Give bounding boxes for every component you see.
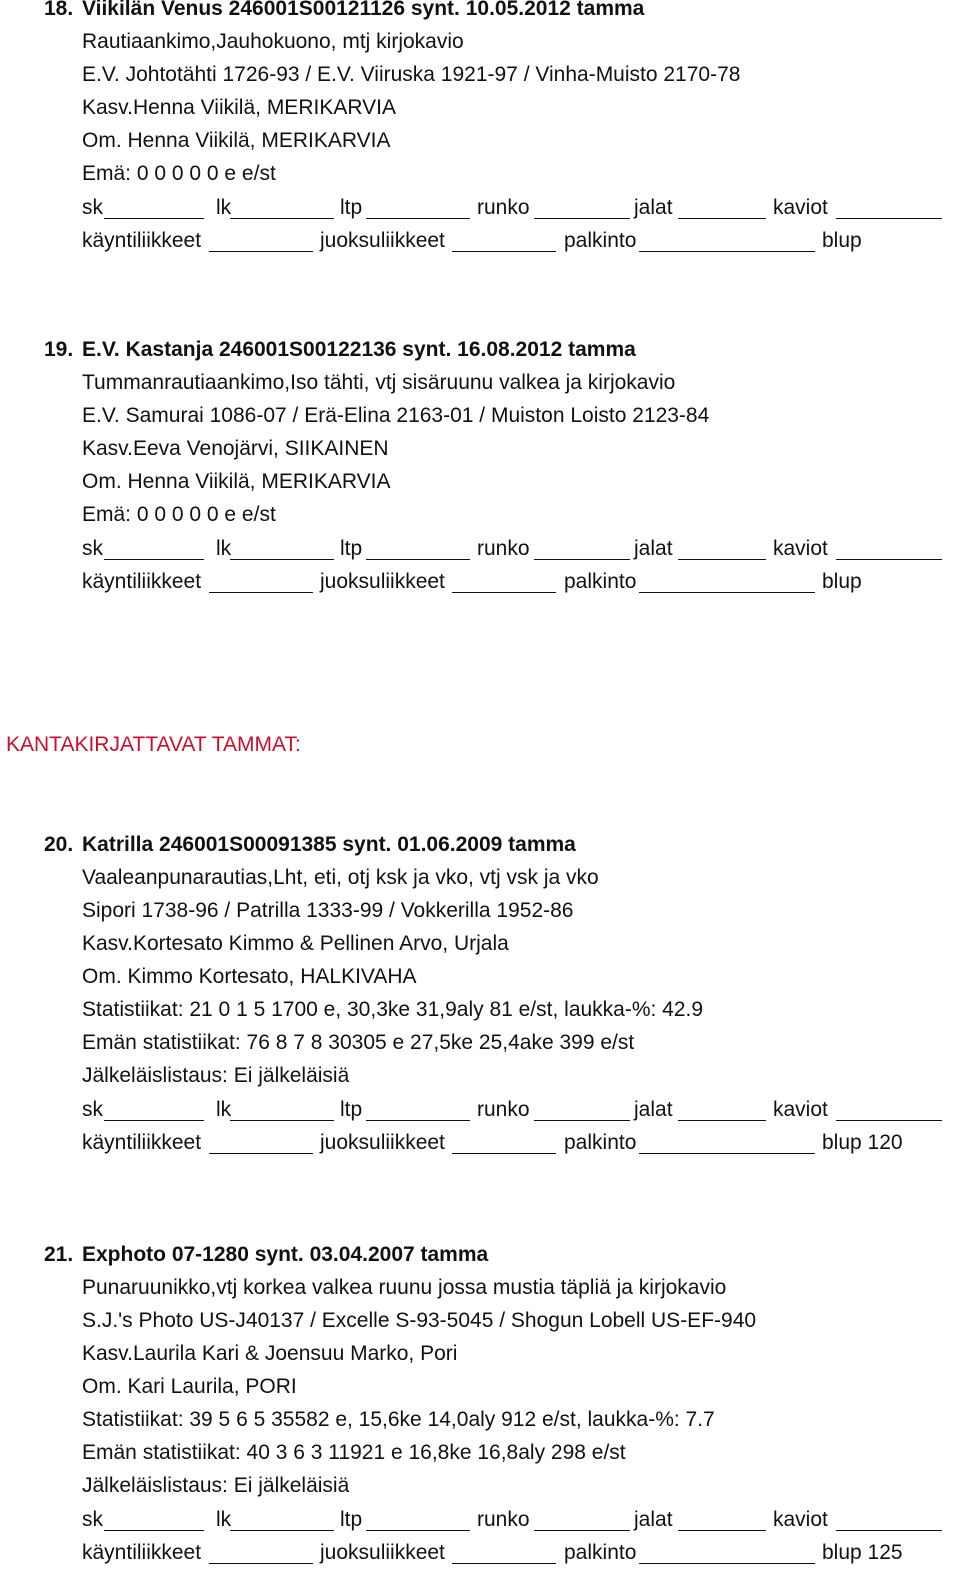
- field-juoksuliikkeet: juoksuliikkeet: [320, 570, 445, 593]
- entry-color: Vaaleanpunarautias,Lht, eti, otj ksk ja vko, vtj vsk ja vko: [82, 866, 599, 889]
- field-ltp-blank[interactable]: [366, 1120, 470, 1121]
- field-ltp-blank[interactable]: [366, 559, 470, 560]
- entry-color: Punaruunikko,vtj korkea valkea ruunu jossa mustia täpliä ja kirjokavio: [82, 1276, 727, 1299]
- field-jalat: jalat: [634, 1508, 673, 1531]
- field-palkinto-blank[interactable]: [639, 592, 815, 593]
- field-sk: sk: [82, 1508, 103, 1531]
- field-kaviot-blank[interactable]: [836, 218, 942, 219]
- field-kayntiliikkeet: käyntiliikkeet: [82, 1541, 202, 1564]
- score-row-1: [82, 1093, 950, 1126]
- section-heading: KANTAKIRJATTAVAT TAMMAT:: [6, 733, 301, 756]
- field-jalat: jalat: [634, 1098, 673, 1121]
- field-jalat-blank[interactable]: [678, 559, 766, 560]
- field-kayntiliikkeet: käyntiliikkeet: [82, 229, 202, 252]
- field-juoksuliikkeet: juoksuliikkeet: [320, 1131, 445, 1154]
- entry-breeder: Kasv.Kortesato Kimmo & Pellinen Arvo, Urjala: [82, 932, 509, 955]
- entry-offspring-list: Jälkeläislistaus: Ei jälkeläisiä: [82, 1064, 350, 1087]
- field-juoksuliikkeet-blank[interactable]: [452, 1563, 556, 1564]
- entry-color: Tummanrautiaankimo,Iso tähti, vtj sisäruunu valkea ja kirjokavio: [82, 371, 676, 394]
- field-kaviot-blank[interactable]: [836, 1120, 942, 1121]
- entry-title: Exphoto 07-1280 synt. 03.04.2007 tamma: [82, 1243, 489, 1266]
- entry-statistics: Statistiikat: 39 5 6 5 35582 e, 15,6ke 14,0aly 912 e/st, laukka-%: 7.7: [82, 1408, 715, 1431]
- field-kaviot: kaviot: [773, 1508, 828, 1531]
- field-lk: lk: [216, 196, 232, 219]
- entry-dam-statistics: Emän statistiikat: 40 3 6 3 11921 e 16,8ke 16,8aly 298 e/st: [82, 1441, 626, 1464]
- field-juoksuliikkeet: juoksuliikkeet: [320, 1541, 445, 1564]
- field-sk: sk: [82, 196, 103, 219]
- field-palkinto-blank[interactable]: [639, 251, 815, 252]
- entry-pedigree: E.V. Samurai 1086-07 / Erä-Elina 2163-01 / Muiston Loisto 2123-84: [82, 404, 710, 427]
- field-kaviot-blank[interactable]: [836, 559, 942, 560]
- field-kaviot: kaviot: [773, 1098, 828, 1121]
- score-row-2: [82, 1126, 950, 1159]
- entry-dam-stats: Emä: 0 0 0 0 0 e e/st: [82, 162, 276, 185]
- field-ltp-blank[interactable]: [366, 218, 470, 219]
- entry-dam-stats: Emä: 0 0 0 0 0 e e/st: [82, 503, 276, 526]
- field-sk-blank[interactable]: [104, 1530, 204, 1531]
- field-blup: blup 120: [822, 1131, 903, 1154]
- field-ltp: ltp: [340, 196, 363, 219]
- field-kayntiliikkeet-blank[interactable]: [209, 251, 313, 252]
- field-sk-blank[interactable]: [104, 559, 204, 560]
- entry-statistics: Statistiikat: 21 0 1 5 1700 e, 30,3ke 31,9aly 81 e/st, laukka-%: 42.9: [82, 998, 704, 1021]
- field-ltp: ltp: [340, 1098, 363, 1121]
- field-jalat: jalat: [634, 196, 673, 219]
- field-runko: runko: [477, 537, 530, 560]
- field-runko-blank[interactable]: [534, 1120, 630, 1121]
- entry-pedigree: Sipori 1738-96 / Patrilla 1333-99 / Vokkerilla 1952-86: [82, 899, 574, 922]
- entry-color: Rautiaankimo,Jauhokuono, mtj kirjokavio: [82, 30, 464, 53]
- field-kaviot-blank[interactable]: [836, 1530, 942, 1531]
- entry-number: 18.: [44, 0, 74, 20]
- field-palkinto-blank[interactable]: [639, 1563, 815, 1564]
- entry-breeder: Kasv.Eeva Venojärvi, SIIKAINEN: [82, 437, 389, 460]
- field-palkinto: palkinto: [564, 1131, 637, 1154]
- field-palkinto: palkinto: [564, 1541, 637, 1564]
- field-sk-blank[interactable]: [104, 218, 204, 219]
- field-runko: runko: [477, 1508, 530, 1531]
- score-row-2: [82, 224, 950, 257]
- field-lk: lk: [216, 1098, 232, 1121]
- entry-pedigree: S.J.'s Photo US-J40137 / Excelle S-93-5045 / Shogun Lobell US-EF-940: [82, 1309, 757, 1332]
- field-kaviot: kaviot: [773, 537, 828, 560]
- field-kayntiliikkeet-blank[interactable]: [209, 592, 313, 593]
- entry-title: Katrilla 246001S00091385 synt. 01.06.2009 tamma: [82, 833, 576, 856]
- score-row-1: [82, 191, 950, 224]
- field-runko: runko: [477, 196, 530, 219]
- field-jalat-blank[interactable]: [678, 218, 766, 219]
- field-palkinto: palkinto: [564, 229, 637, 252]
- entry-breeder: Kasv.Laurila Kari & Joensuu Marko, Pori: [82, 1342, 458, 1365]
- field-blup: blup: [822, 570, 862, 593]
- field-runko-blank[interactable]: [534, 559, 630, 560]
- field-lk-blank[interactable]: [230, 218, 334, 219]
- field-kaviot: kaviot: [773, 196, 828, 219]
- field-juoksuliikkeet-blank[interactable]: [452, 1153, 556, 1154]
- field-juoksuliikkeet-blank[interactable]: [452, 251, 556, 252]
- field-palkinto-blank[interactable]: [639, 1153, 815, 1154]
- field-runko: runko: [477, 1098, 530, 1121]
- field-kayntiliikkeet: käyntiliikkeet: [82, 570, 202, 593]
- field-ltp: ltp: [340, 537, 363, 560]
- entry-number: 20.: [44, 833, 74, 856]
- entry-owner: Om. Kimmo Kortesato, HALKIVAHA: [82, 965, 417, 988]
- field-lk-blank[interactable]: [230, 1120, 334, 1121]
- field-jalat: jalat: [634, 537, 673, 560]
- field-juoksuliikkeet: juoksuliikkeet: [320, 229, 445, 252]
- field-jalat-blank[interactable]: [678, 1120, 766, 1121]
- entry-title: Viikilän Venus 246001S00121126 synt. 10.05.2012 tamma: [82, 0, 645, 20]
- score-row-2: [82, 1536, 950, 1569]
- entry-pedigree: E.V. Johtotähti 1726-93 / E.V. Viiruska 1921-97 / Vinha-Muisto 2170-78: [82, 63, 741, 86]
- entry-dam-statistics: Emän statistiikat: 76 8 7 8 30305 e 27,5ke 25,4ake 399 e/st: [82, 1031, 635, 1054]
- field-sk: sk: [82, 1098, 103, 1121]
- field-ltp-blank[interactable]: [366, 1530, 470, 1531]
- field-lk: lk: [216, 1508, 232, 1531]
- score-row-2: [82, 565, 950, 598]
- field-jalat-blank[interactable]: [678, 1530, 766, 1531]
- entry-breeder: Kasv.Henna Viikilä, MERIKARVIA: [82, 96, 396, 119]
- field-kayntiliikkeet-blank[interactable]: [209, 1563, 313, 1564]
- field-juoksuliikkeet-blank[interactable]: [452, 592, 556, 593]
- field-runko-blank[interactable]: [534, 1530, 630, 1531]
- field-blup: blup: [822, 229, 862, 252]
- field-palkinto: palkinto: [564, 570, 637, 593]
- field-lk: lk: [216, 537, 232, 560]
- field-lk-blank[interactable]: [230, 559, 334, 560]
- field-kayntiliikkeet-blank[interactable]: [209, 1153, 313, 1154]
- field-sk-blank[interactable]: [104, 1120, 204, 1121]
- entry-owner: Om. Henna Viikilä, MERIKARVIA: [82, 129, 391, 152]
- field-kayntiliikkeet: käyntiliikkeet: [82, 1131, 202, 1154]
- entry-offspring-list: Jälkeläislistaus: Ei jälkeläisiä: [82, 1474, 350, 1497]
- entry-owner: Om. Kari Laurila, PORI: [82, 1375, 297, 1398]
- field-runko-blank[interactable]: [534, 218, 630, 219]
- entry-number: 19.: [44, 338, 74, 361]
- score-row-1: [82, 1503, 950, 1536]
- entry-owner: Om. Henna Viikilä, MERIKARVIA: [82, 470, 391, 493]
- field-ltp: ltp: [340, 1508, 363, 1531]
- field-blup: blup 125: [822, 1541, 903, 1564]
- score-row-1: [82, 532, 950, 565]
- entry-title: E.V. Kastanja 246001S00122136 synt. 16.08.2012 tamma: [82, 338, 636, 361]
- field-lk-blank[interactable]: [230, 1530, 334, 1531]
- entry-number: 21.: [44, 1243, 74, 1266]
- field-sk: sk: [82, 537, 103, 560]
